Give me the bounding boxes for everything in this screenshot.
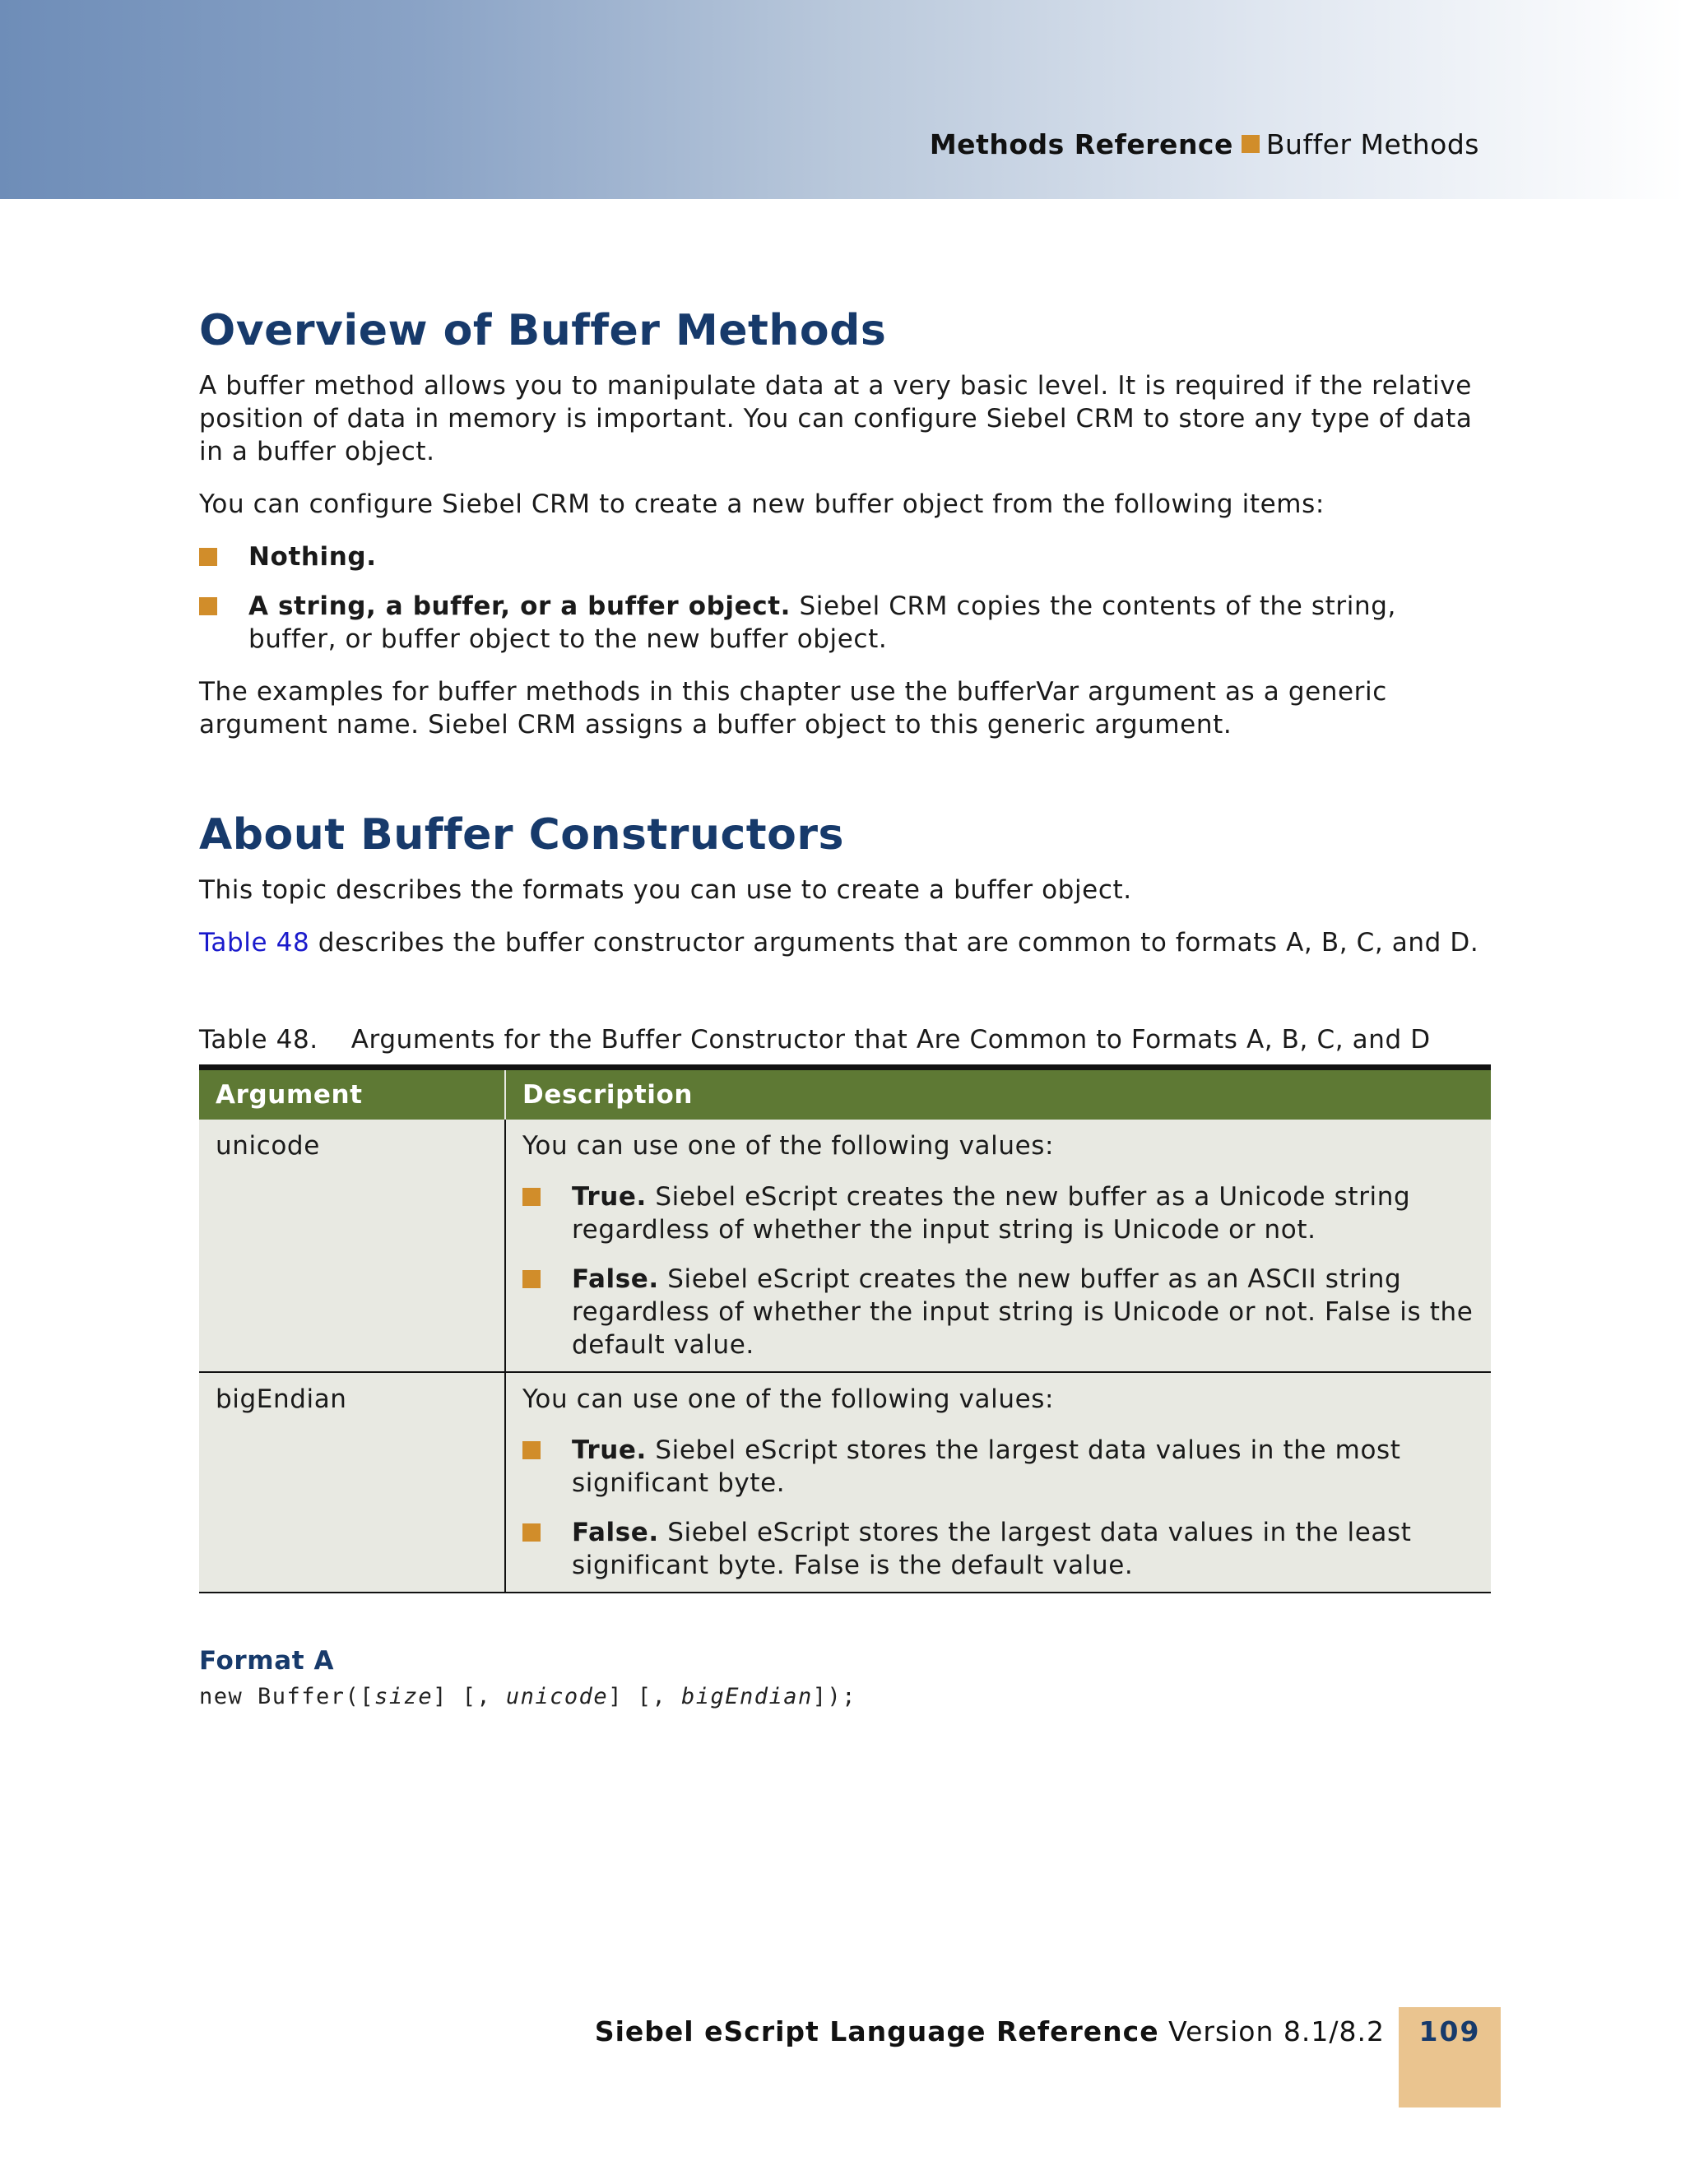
table-caption [199,1023,1491,1056]
about-para-2-text: describes the buffer constructor arguments that are common to formats A, B, C, and D. [309,928,1479,958]
header-band [0,0,1685,199]
square-bullet-icon [522,1523,541,1542]
table-header-row [199,1068,1491,1120]
square-bullet-icon [199,597,217,615]
list-item [199,540,1491,573]
overview-para-3: The examples for buffer methods in this chapter use the bufferVar argument as a generic argument name. Siebel CRM assigns a buffer object to this generic argument. [199,677,1387,740]
table-row [199,1372,1491,1593]
bullet-bold: True. [572,1435,647,1465]
format-a-code [199,1681,1491,1713]
bullet-text: Siebel eScript creates the new buffer as a Unicode string regardless of whether the input string is Unicode or not. [572,1182,1411,1245]
about-para-1: This topic describes the formats you can use to create a buffer object. [199,875,1132,905]
page-content [199,304,1491,1713]
header-subsection: Buffer Methods [1265,128,1479,160]
square-bullet-icon [199,548,217,566]
bullet-bold: A string, a buffer, or a buffer object. [248,591,791,621]
code-param-bigendian: bigEndian [680,1684,813,1709]
bullet-text: Siebel eScript creates the new buffer as an ASCII string regardless of whether the input string is Unicode or not. False is the default value. [572,1264,1474,1360]
about-heading: About Buffer Constructors [199,810,844,860]
argument-cell: unicode [199,1120,505,1372]
list-item [522,1180,1474,1246]
column-header-description: Description [505,1068,1491,1120]
description-intro: You can use one of the following values: [522,1131,1055,1161]
description-bullet-list [522,1434,1474,1582]
table-caption-number: Table 48. [199,1025,318,1055]
code-param-size: size [374,1684,434,1709]
code-text: new Buffer([ [199,1684,375,1709]
table-caption-text: Arguments for the Buffer Constructor that Are Common to Formats A, B, C, and D [350,1025,1431,1055]
running-header [930,128,1479,160]
bullet-bold: Nothing. [248,542,377,572]
overview-bullet-list [199,540,1491,656]
list-item [522,1434,1474,1500]
description-bullet-list [522,1180,1474,1361]
page-number: 109 [1418,2015,1481,2047]
table-row [199,1120,1491,1372]
bullet-bold: True. [572,1182,647,1212]
description-cell [505,1120,1491,1372]
column-header-argument: Argument [199,1068,505,1120]
bullet-bold: False. [572,1518,659,1547]
code-param-unicode: unicode [505,1684,609,1709]
footer-title [595,2015,1385,2047]
bullet-bold: False. [572,1264,659,1294]
overview-para-2: You can configure Siebel CRM to create a new buffer object from the following items: [199,489,1325,519]
footer-book-title: Siebel eScript Language Reference [594,2015,1159,2047]
square-bullet-icon [522,1188,541,1206]
code-text: ] [, [433,1684,506,1709]
bullet-text: Siebel eScript stores the largest data values in the most significant byte. [572,1435,1401,1498]
description-cell [505,1372,1491,1593]
bullet-text: Siebel CRM copies the contents of the string, buffer, or buffer object to the new buffer object. [248,591,1396,654]
about-para-2 [199,926,1491,959]
bullet-text: Siebel eScript stores the largest data values in the least significant byte. False is the default value. [572,1518,1412,1580]
square-bullet-icon [522,1441,541,1459]
argument-cell: bigEndian [199,1372,505,1593]
table-48-link[interactable]: Table 48 [199,928,310,958]
description-intro: You can use one of the following values: [522,1384,1055,1414]
footer-version: Version 8.1/8.2 [1158,2015,1385,2047]
overview-para-1: A buffer method allows you to manipulate data at a very basic level. It is required if the relative position of data in memory is important. You can configure Siebel CRM to store any type of data in a buffer object. [199,371,1473,466]
overview-heading: Overview of Buffer Methods [199,306,887,355]
square-bullet-icon [1242,135,1260,153]
page-number-box [1399,2007,1501,2107]
list-item [522,1516,1474,1582]
arguments-table [199,1064,1491,1593]
list-item [522,1263,1474,1361]
code-text: ]); [812,1684,857,1709]
square-bullet-icon [522,1270,541,1288]
header-section: Methods Reference [929,128,1233,160]
format-a-heading: Format A [199,1646,335,1676]
list-item [199,590,1491,656]
code-text: ] [, [608,1684,681,1709]
